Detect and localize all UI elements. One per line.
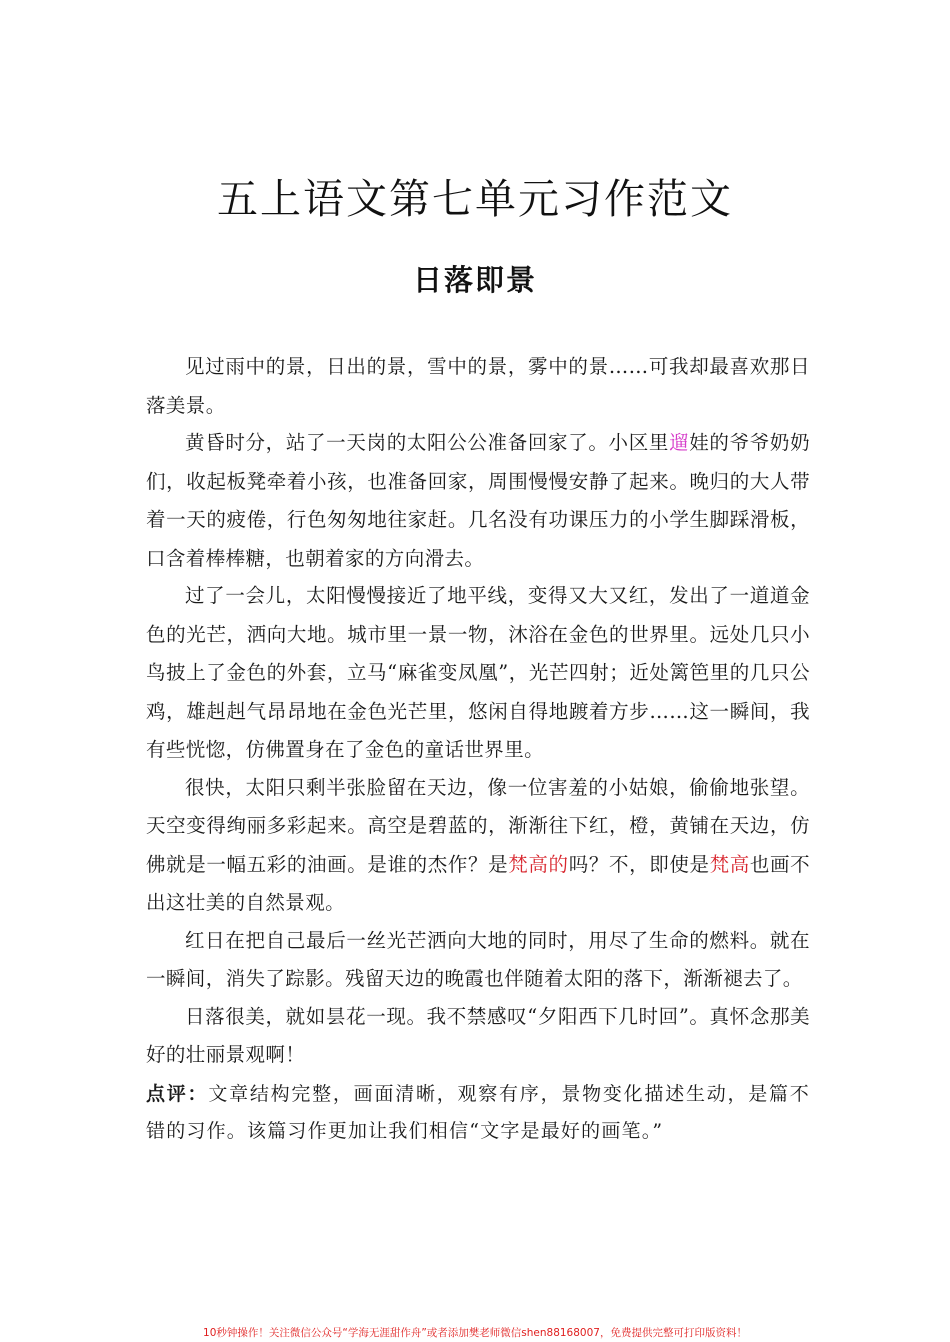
essay-body [146,348,810,1169]
paragraph-3: 过了一会儿，太阳慢慢接近了地平线，变得又大又红，发出了一道道金色的光芒，洒向大地。城市里一景一物，沐浴在金色的世界里。远处几只小鸟披上了金色的外套，立马“麻雀变凤凰”，光芒四射；近处篱笆里的几只公鸡，雄赳赳气昂昂地在金色光芒里，悠闲自得地踱着方步……这一瞬间，我有些恍惚，仿佛置身在了金色的童话世界里。 [146,584,810,761]
paragraph-4 [146,769,810,923]
paragraph-4-text-c: 也画不出这壮美的自然景观。 [146,852,810,914]
highlighted-word: 遛 [669,431,690,454]
paragraph-5: 红日在把自己最后一丝光芒洒向大地的同时，用尽了生命的燃料。就在一瞬间，消失了踪影。残留天边的晚霞也伴随着太阳的落下，渐渐褪去了。 [146,928,810,990]
highlighted-name-1: 梵高的 [508,852,569,876]
teacher-comment [146,1076,810,1150]
paragraph-2 [146,424,810,578]
page-title: 五上语文第七单元习作范文 [217,175,733,223]
paragraph-2-text-a: 黄昏时分，站了一天岗的太阳公公准备回家了。小区里 [185,431,670,454]
highlighted-name-2: 梵高 [709,852,750,876]
footer-notice: 10秒钟操作！关注微信公众号“学海无涯甜作舟”或者添加樊老师微信shen88168007，免费提供完整可打印版资料！ [203,1327,747,1339]
paragraph-4-text-b: 吗？不，即使是 [568,852,710,876]
comment-text: 文章结构完整，画面清晰，观察有序，景物变化描述生动，是篇不错的习作。该篇习作更加让我们相信“文字是最好的画笔。” [146,1082,810,1142]
essay-title: 日落即景 [412,263,537,297]
paragraph-2-text-b: 娃的爷爷奶奶们，收起板凳牵着小孩，也准备回家，周围慢慢安静了起来。晚归的大人带着一天的疲倦，行色匆匆地往家赶。几名没有功课压力的小学生脚踩滑板，口含着棒棒糖，也朝着家的方向滑去。 [146,431,810,570]
paragraph-1: 见过雨中的景，日出的景，雪中的景，雾中的景……可我却最喜欢那日落美景。 [146,355,810,417]
comment-label: 点评： [146,1082,209,1105]
paragraph-4-text-a: 很快，太阳只剩半张脸留在天边，像一位害羞的小姑娘，偷偷地张望。天空变得绚丽多彩起来。高空是碧蓝的，渐渐往下红，橙，黄铺在天边，仿佛就是一幅五彩的油画。是谁的杰作？是 [146,775,810,876]
paragraph-6: 日落很美，就如昙花一现。我不禁感叹“夕阳西下几时回”。真怀念那美好的壮丽景观啊！ [146,1004,810,1066]
